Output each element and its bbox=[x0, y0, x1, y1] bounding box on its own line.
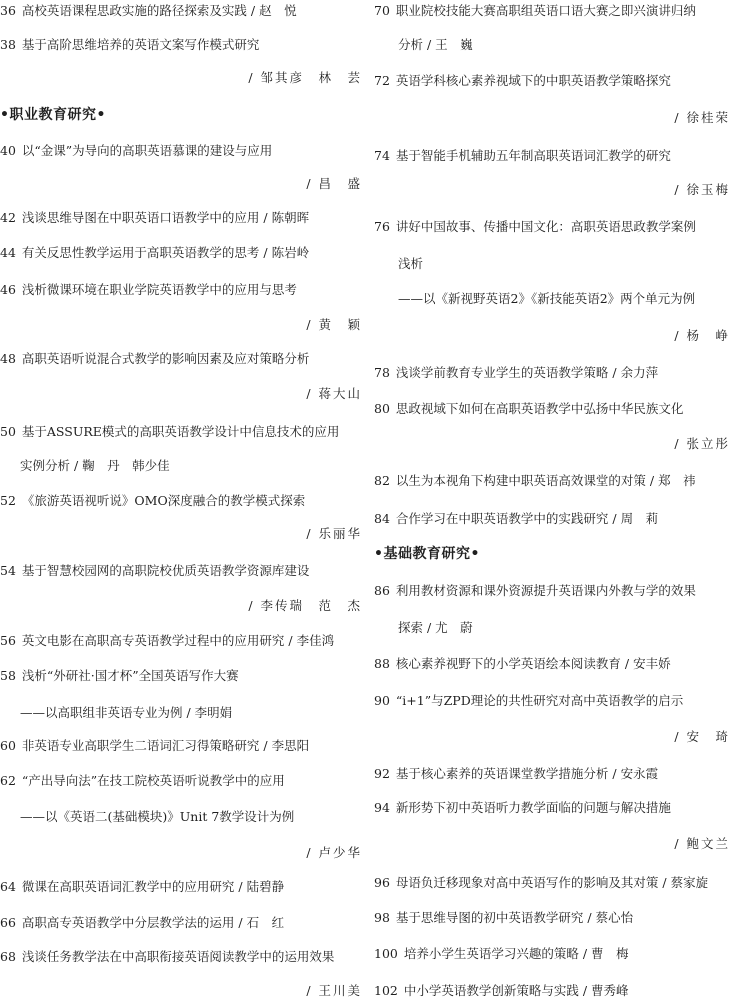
entry-title: 浅析微课环境在职业学院英语教学中的应用与思考 bbox=[21, 282, 297, 297]
page-number: 36 bbox=[0, 3, 16, 18]
entry-continuation: 浅析 bbox=[398, 256, 424, 271]
page-number: 48 bbox=[0, 351, 16, 366]
toc-entry bbox=[0, 209, 362, 227]
entry-author bbox=[0, 316, 362, 334]
entry-continuation: 探索 / 尤 蔚 bbox=[398, 620, 473, 635]
toc-entry bbox=[374, 510, 730, 528]
page-number: 66 bbox=[0, 915, 16, 930]
toc-entry bbox=[374, 982, 730, 1000]
entry-title: 讲好中国故事、传播中国文化：高职英语思政教学案例 bbox=[395, 219, 696, 234]
page-number: 74 bbox=[374, 148, 390, 163]
author-name: / 张立彤 bbox=[674, 436, 730, 451]
entry-title: 浅谈学前教育专业学生的英语教学策略 / 余力萍 bbox=[395, 365, 659, 380]
toc-entry bbox=[374, 218, 730, 236]
entry-continuation: ——以高职组非英语专业为例 / 李明娟 bbox=[20, 705, 233, 720]
page-number: 92 bbox=[374, 766, 390, 781]
page-number: 46 bbox=[0, 282, 16, 297]
page-number: 86 bbox=[374, 583, 390, 598]
page-number: 100 bbox=[374, 946, 398, 961]
entry-author bbox=[0, 69, 362, 87]
page-number: 78 bbox=[374, 365, 390, 380]
page-number: 82 bbox=[374, 473, 390, 488]
toc-entry bbox=[374, 2, 730, 20]
section-heading: •职业教育研究• bbox=[0, 107, 106, 123]
toc-entry bbox=[0, 350, 362, 368]
entry-title: 基于高阶思维培养的英语文案写作模式研究 bbox=[21, 37, 260, 52]
page-number: 54 bbox=[0, 563, 16, 578]
author-name: / 杨 峥 bbox=[674, 328, 730, 343]
page-number: 64 bbox=[0, 879, 16, 894]
toc-entry bbox=[374, 72, 730, 90]
toc-entry bbox=[374, 765, 730, 783]
page-number: 50 bbox=[0, 424, 16, 439]
entry-title: 职业院校技能大赛高职组英语口语大赛之即兴演讲归纳 bbox=[395, 3, 696, 18]
entry-author bbox=[374, 327, 730, 345]
toc-entry bbox=[374, 655, 730, 673]
entry-title: 微课在高职英语词汇教学中的应用研究 / 陆碧静 bbox=[21, 879, 285, 894]
entry-author bbox=[374, 835, 730, 853]
page-number: 96 bbox=[374, 875, 390, 890]
author-name: / 昌 盛 bbox=[306, 176, 362, 191]
page-number: 56 bbox=[0, 633, 16, 648]
entry-title: 基于思维导图的初中英语教学研究 / 蔡心怡 bbox=[395, 910, 634, 925]
entry-title: 浅谈思维导图在中职英语口语教学中的应用 / 陈朝晖 bbox=[21, 210, 310, 225]
entry-title: 基于智慧校园网的高职院校优质英语教学资源库建设 bbox=[21, 563, 310, 578]
entry-author bbox=[0, 982, 362, 1000]
entry-title: 浅析“外研社·国才杯”全国英语写作大赛 bbox=[21, 668, 239, 683]
toc-entry bbox=[0, 36, 362, 54]
toc-entry bbox=[0, 737, 362, 755]
page-number: 40 bbox=[0, 143, 16, 158]
entry-title: 合作学习在中职英语教学中的实践研究 / 周 莉 bbox=[395, 511, 659, 526]
entry-title: 有关反思性教学运用于高职英语教学的思考 / 陈岩岭 bbox=[21, 245, 310, 260]
toc-entry bbox=[0, 914, 362, 932]
toc-entry bbox=[0, 281, 362, 299]
toc-entry bbox=[374, 582, 730, 600]
entry-title: 英语学科核心素养视域下的中职英语教学策略探究 bbox=[395, 73, 671, 88]
page-number: 38 bbox=[0, 37, 16, 52]
entry-title: 基于ASSURE模式的高职英语教学设计中信息技术的应用 bbox=[21, 424, 340, 439]
entry-title: 新形势下初中英语听力教学面临的问题与解决措施 bbox=[395, 800, 671, 815]
entry-title: 非英语专业高职学生二语词汇习得策略研究 / 李思阳 bbox=[21, 738, 310, 753]
entry-title: 浅谈任务教学法在中高职衔接英语阅读教学中的运用效果 bbox=[21, 949, 335, 964]
author-name: / 鲍文兰 bbox=[674, 836, 730, 851]
toc-entry bbox=[0, 948, 362, 966]
toc-entry bbox=[374, 692, 730, 710]
page-number: 42 bbox=[0, 210, 16, 225]
author-name: / 乐丽华 bbox=[306, 526, 362, 541]
page-number: 62 bbox=[0, 773, 16, 788]
entry-author bbox=[374, 109, 730, 127]
section-heading: •基础教育研究• bbox=[374, 546, 480, 562]
entry-continuation: ——以《新视野英语2》《新技能英语2》两个单元为例 bbox=[398, 291, 696, 306]
entry-author bbox=[0, 844, 362, 862]
toc-entry bbox=[0, 423, 362, 441]
page-number: 72 bbox=[374, 73, 390, 88]
toc-entry bbox=[374, 799, 730, 817]
toc-entry bbox=[0, 492, 362, 510]
entry-title: 以“金课”为导向的高职英语慕课的建设与应用 bbox=[21, 143, 273, 158]
entry-title: 中小学英语教学创新策略与实践 / 曹秀峰 bbox=[403, 983, 629, 998]
toc-entry bbox=[374, 945, 730, 963]
entry-author bbox=[0, 385, 362, 403]
entry-title: 英文电影在高职高专英语教学过程中的应用研究 / 李佳鸿 bbox=[21, 633, 335, 648]
toc-entry bbox=[374, 147, 730, 165]
entry-author bbox=[374, 435, 730, 453]
entry-title: 利用教材资源和课外资源提升英语课内外教与学的效果 bbox=[395, 583, 696, 598]
entry-author bbox=[374, 728, 730, 746]
entry-title: 基于核心素养的英语课堂教学措施分析 / 安永霞 bbox=[395, 766, 659, 781]
author-name: / 徐玉梅 bbox=[674, 182, 730, 197]
toc-entry bbox=[0, 632, 362, 650]
entry-author bbox=[0, 525, 362, 543]
toc-entry bbox=[374, 874, 730, 892]
entry-author bbox=[0, 597, 362, 615]
entry-title: 高职英语听说混合式教学的影响因素及应对策略分析 bbox=[21, 351, 310, 366]
author-name: / 徐桂荣 bbox=[674, 110, 730, 125]
page-number: 60 bbox=[0, 738, 16, 753]
page-number: 94 bbox=[374, 800, 390, 815]
entry-title: 《旅游英语视听说》OMO深度融合的教学模式探索 bbox=[21, 493, 306, 508]
entry-title: “产出导向法”在技工院校英语听说教学中的应用 bbox=[21, 773, 285, 788]
toc-entry bbox=[374, 400, 730, 418]
entry-title: “i+1”与ZPD理论的共性研究对高中英语教学的启示 bbox=[395, 693, 684, 708]
page-number: 90 bbox=[374, 693, 390, 708]
author-name: / 卢少华 bbox=[306, 845, 362, 860]
entry-title: 以生为本视角下构建中职英语高效课堂的对策 / 郑 祎 bbox=[395, 473, 696, 488]
author-name: / 黄 颖 bbox=[306, 317, 362, 332]
toc-entry bbox=[374, 909, 730, 927]
page-number: 80 bbox=[374, 401, 390, 416]
page-number: 76 bbox=[374, 219, 390, 234]
entry-title: 高职高专英语教学中分层教学法的运用 / 石 红 bbox=[21, 915, 285, 930]
entry-author bbox=[0, 175, 362, 193]
page-number: 88 bbox=[374, 656, 390, 671]
author-name: / 李传瑞 范 杰 bbox=[248, 598, 362, 613]
page-number: 84 bbox=[374, 511, 390, 526]
toc-entry bbox=[0, 2, 362, 20]
entry-title: 基于智能手机辅助五年制高职英语词汇教学的研究 bbox=[395, 148, 671, 163]
page-number: 44 bbox=[0, 245, 16, 260]
page-number: 102 bbox=[374, 983, 398, 998]
author-name: / 王川美 bbox=[306, 983, 362, 998]
entry-author bbox=[374, 181, 730, 199]
toc-entry bbox=[0, 142, 362, 160]
entry-title: 高校英语课程思政实施的路径探索及实践 / 赵 悦 bbox=[21, 3, 297, 18]
page-number: 52 bbox=[0, 493, 16, 508]
author-name: / 安 琦 bbox=[674, 729, 730, 744]
toc-entry bbox=[0, 562, 362, 580]
author-name: / 蒋大山 bbox=[306, 386, 362, 401]
entry-continuation: 分析 / 王 巍 bbox=[398, 37, 473, 52]
entry-title: 培养小学生英语学习兴趣的策略 / 曹 梅 bbox=[403, 946, 629, 961]
page-number: 58 bbox=[0, 668, 16, 683]
toc-entry bbox=[0, 244, 362, 262]
toc-entry bbox=[374, 364, 730, 382]
author-name: / 邹其彦 林 芸 bbox=[248, 70, 362, 85]
entry-title: 核心素养视野下的小学英语绘本阅读教育 / 安丰娇 bbox=[395, 656, 671, 671]
toc-entry bbox=[0, 772, 362, 790]
entry-continuation: ——以《英语二(基础模块)》Unit 7教学设计为例 bbox=[20, 809, 295, 824]
toc-entry bbox=[0, 667, 362, 685]
page-number: 98 bbox=[374, 910, 390, 925]
entry-title: 母语负迁移现象对高中英语写作的影响及其对策 / 蔡家旋 bbox=[395, 875, 709, 890]
toc-entry bbox=[0, 878, 362, 896]
entry-continuation: 实例分析 / 鞠 丹 韩少佳 bbox=[20, 458, 170, 473]
page-number: 68 bbox=[0, 949, 16, 964]
page-number: 70 bbox=[374, 3, 390, 18]
entry-title: 思政视域下如何在高职英语教学中弘扬中华民族文化 bbox=[395, 401, 684, 416]
toc-entry bbox=[374, 472, 730, 490]
